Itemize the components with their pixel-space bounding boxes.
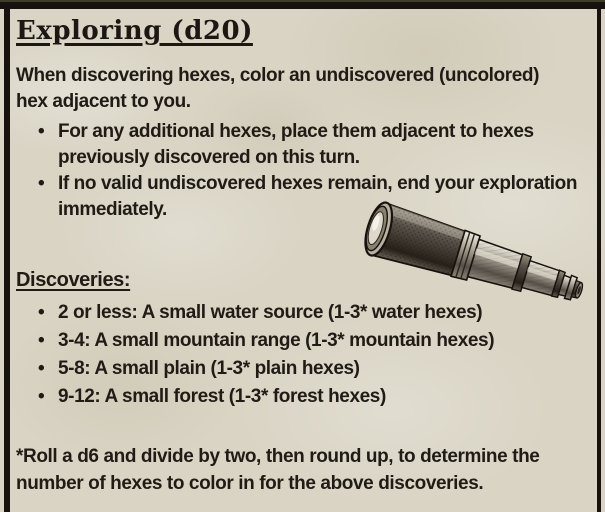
footnote-paragraph: *Roll a d6 and divide by two, then round up, to determine the number of hexes to color in for the above discoveries. [16, 445, 540, 494]
bullet-icon: • [38, 357, 45, 379]
telescope-illustration [358, 196, 602, 320]
list-item [10, 119, 588, 171]
list-item [10, 383, 588, 411]
bullet-text: For any additional hexes, place them adjacent to hexes previously discovered on this turn. [58, 120, 534, 168]
bullet-icon: • [38, 172, 45, 194]
bullet-icon: • [38, 301, 45, 323]
card-frame-left [4, 0, 10, 512]
discoveries-heading: Discoveries: [16, 268, 131, 291]
discovery-text: 9-12: A small forest (1-3* forest hexes) [58, 385, 386, 407]
bullet-icon: • [38, 385, 45, 407]
bullet-text: If no valid undiscovered hexes remain, end your exploration immediately. [58, 172, 578, 220]
list-item [10, 327, 588, 355]
list-item [10, 355, 588, 383]
card-frame-top [0, 0, 605, 9]
intro-paragraph: When discovering hexes, color an undiscovered (uncolored) hex adjacent to you. [16, 64, 540, 112]
discovery-text: 2 or less: A small water source (1-3* water hexes) [58, 301, 483, 323]
bullet-icon: • [38, 329, 45, 351]
discovery-text: 3-4: A small mountain range (1-3* mountain hexes) [58, 329, 495, 351]
card-frame-right [597, 2, 601, 512]
telescope-icon [358, 196, 602, 320]
bullet-icon: • [38, 120, 45, 142]
discovery-text: 5-8: A small plain (1-3* plain hexes) [58, 357, 360, 379]
card-title: Exploring (d20) [16, 16, 253, 46]
